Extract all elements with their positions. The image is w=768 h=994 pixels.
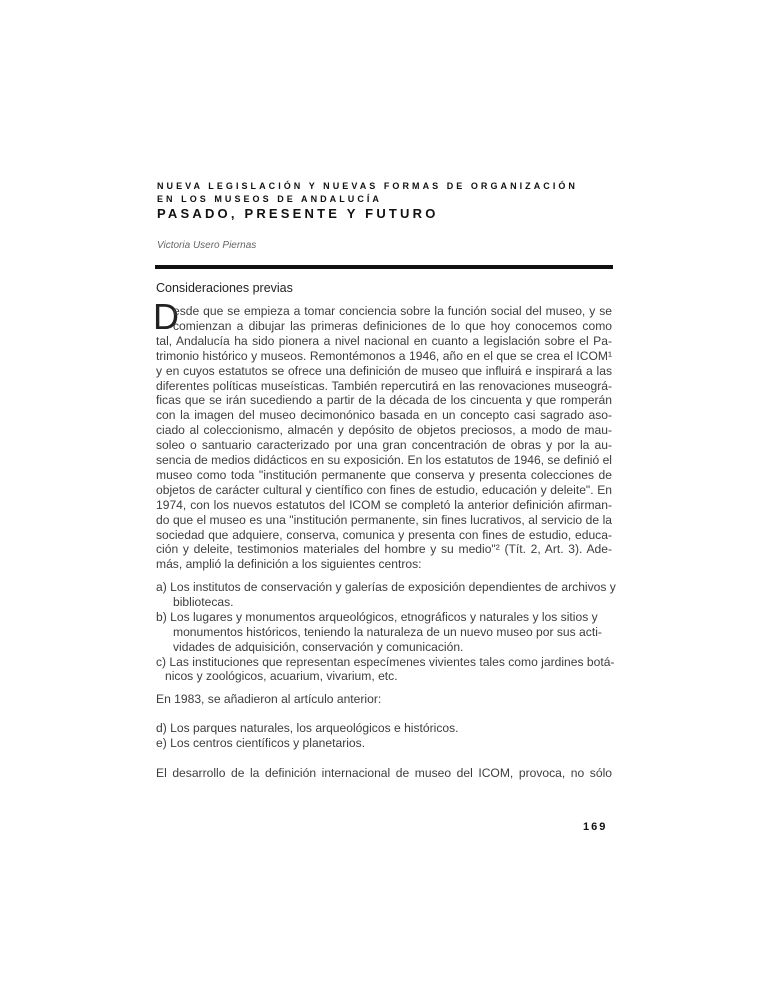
page-number: 169 (583, 821, 608, 833)
paragraph-line: 1974, con los nuevos estatutos del ICOM se completó la anterior definición afirman- (156, 497, 612, 512)
section-heading: Consideraciones previas (156, 281, 293, 295)
section-divider (155, 265, 613, 269)
list-item-continuation: monumentos históricos, teniendo la naturaleza de un nuevo museo por sus acti- (173, 624, 602, 639)
paragraph-line: do que el museo es una "institución permanente, sin fines lucrativos, al servicio de la (156, 512, 612, 527)
drop-cap: D (153, 296, 179, 337)
paragraph-line: comienzan a dibujar las primeras definiciones de lo que hoy conocemos como (173, 318, 612, 333)
article-subtitle: PASADO, PRESENTE Y FUTURO (157, 206, 439, 221)
paragraph-2: En 1983, se añadieron al artículo anterior: (156, 692, 382, 706)
paragraph-line: objetos de carácter cultural y científico con fines de estudio, educación y deleite". En (156, 482, 612, 497)
paragraph-line: esde que se empieza a tomar conciencia sobre la función social del museo, y se (173, 304, 612, 318)
paragraph-line: y en cuyos estatutos se ofrece una definición de museo que influirá e inspirará a las (156, 363, 612, 378)
paragraph-line: con la imagen del museo decimonónico basada en un concepto casi sagrado aso- (156, 408, 612, 423)
article-title-line-1: NUEVA LEGISLACIÓN Y NUEVAS FORMAS DE ORGANIZACIÓN (157, 181, 578, 191)
paragraph-line: soleo o santuario caracterizado por una gran concentración de obras y por la au- (156, 438, 612, 453)
paragraph-line: sencia de medios didácticos en su exposición. En los estatutos de 1946, se definió el (156, 453, 612, 467)
list-item: c) Las instituciones que representan especímenes vivientes tales como jardines botá- (156, 654, 615, 669)
paragraph-line: ción y deleite, testimonios materiales del hombre y su medio"² (Tít. 2, Art. 3). Ade- (156, 542, 612, 557)
paragraph-line: ciado al coleccionismo, almacén y depósito de objetos preciosos, a modo de mau- (156, 423, 612, 438)
paragraph-line: tal, Andalucía ha sido pionera a nivel nacional en cuanto a legislación sobre el Pa- (156, 333, 612, 348)
list-item-d: d) Los parques naturales, los arqueológicos e históricos. (156, 721, 459, 735)
list-item: a) Los institutos de conservación y galerías de exposición dependientes de archivos y (156, 580, 616, 594)
paragraph-line: más, amplió la definición a los siguientes centros: (156, 557, 422, 572)
author-name: Victoria Usero Piernas (157, 240, 257, 251)
paragraph-3: El desarrollo de la definición internacional de museo del ICOM, provoca, no sólo (156, 766, 612, 780)
paragraph-line: diferentes políticas museísticas. También repercutirá en las renovaciones museográ- (156, 378, 612, 393)
paragraph-line: sociedad que adquiere, conserva, comunica y presenta con fines de estudio, educa- (156, 527, 612, 542)
list-item-continuation: vidades de adquisición, conservación y comunicación. (173, 639, 464, 654)
list-item-e: e) Los centros científicos y planetarios. (156, 736, 366, 750)
paragraph-line: ficas que se irán sucediendo a partir de la década de los cincuenta y que romperán (156, 393, 612, 408)
list-item-continuation: bibliotecas. (173, 594, 234, 609)
article-title-line-2: EN LOS MUSEOS DE ANDALUCÍA (157, 194, 382, 204)
list-item-continuation: nicos y zoológicos, acuarium, vivarium, etc. (165, 669, 398, 684)
paragraph-line: trimonio histórico y museos. Remontémonos a 1946, año en el que se crea el ICOM¹ (156, 348, 612, 363)
list-item: b) Los lugares y monumentos arqueológicos, etnográficos y naturales y los sitios y (156, 609, 598, 624)
paragraph-line: museo como toda "institución permanente que conserva y presenta colecciones de (156, 467, 612, 482)
